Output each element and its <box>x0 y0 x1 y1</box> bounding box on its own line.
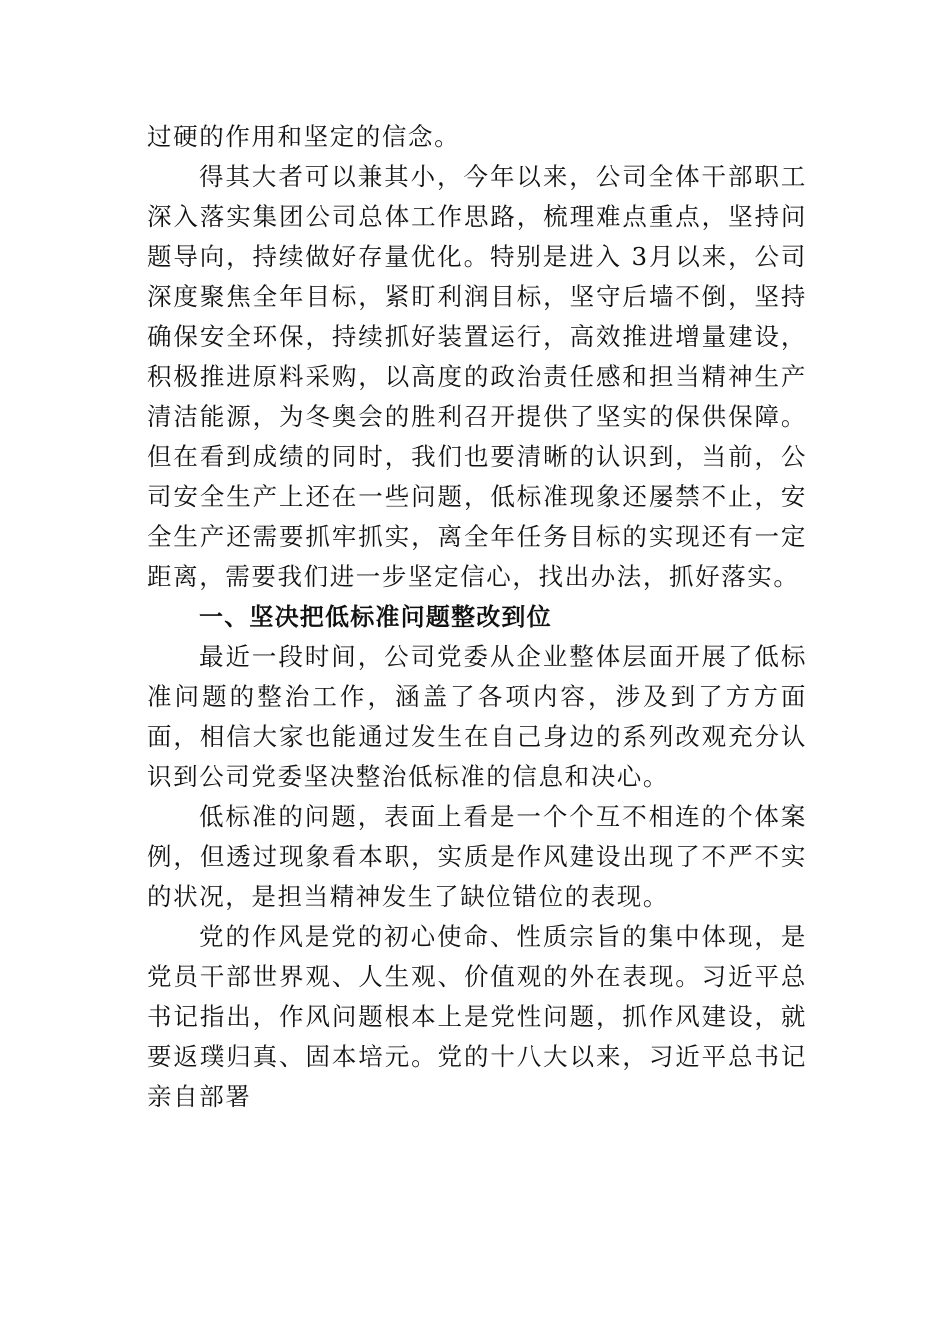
section-heading: 一、坚决把低标准问题整改到位 <box>199 603 552 631</box>
paragraph-body: 最近一段时间，公司党委从企业整体层面开展了低标准问题的整治工作，涵盖了各项内容，涉及到了方方面面，相信大家也能通过发生在自己身边的系列改观充分认识到公司党委坚决整治低标准的信息和决心。 <box>147 642 807 791</box>
paragraph-continuation: 过硬的作用和坚定的信念。 <box>147 122 461 151</box>
paragraph-body: 低标准的问题，表面上看是一个个互不相连的个体案例，但透过现象看本职，实质是作风建设出现了不严不实的状况，是担当精神发生了缺位错位的表现。 <box>147 802 807 911</box>
paragraph-body: 得其大者可以兼其小，今年以来，公司全体干部职工深入落实集团公司总体工作思路，梳理难点重点，坚持问题导向，持续做好存量优化。特别是进入 3月以来，公司深度聚焦全年目标，紧盯利润目标，坚守后墙不倒，坚持确保安全环保，持续抓好装置运行，高效推进增量建设，积极推进原料采购，以高度的政治责任感和担当精神生产清洁能源，为冬奥会的胜利召开提供了坚实的保供保障。但在看到成绩的同时，我们也要清晰的认识到，当前，公司安全生产上还在一些问题，低标准现象还屡禁不止，安全生产还需要抓牢抓实，离全年任务目标的实现还有一定距离，需要我们进一步坚定信心，找出办法，抓好落实。 <box>147 162 807 591</box>
paragraph-body: 党的作风是党的初心使命、性质宗旨的集中体现，是党员干部世界观、人生观、价值观的外在表现。习近平总书记指出，作风问题根本上是党性问题，抓作风建设，就要返璞归真、固本培元。党的十八大以来，习近平总书记亲自部署 <box>147 922 807 1111</box>
document-body <box>147 117 807 1117</box>
